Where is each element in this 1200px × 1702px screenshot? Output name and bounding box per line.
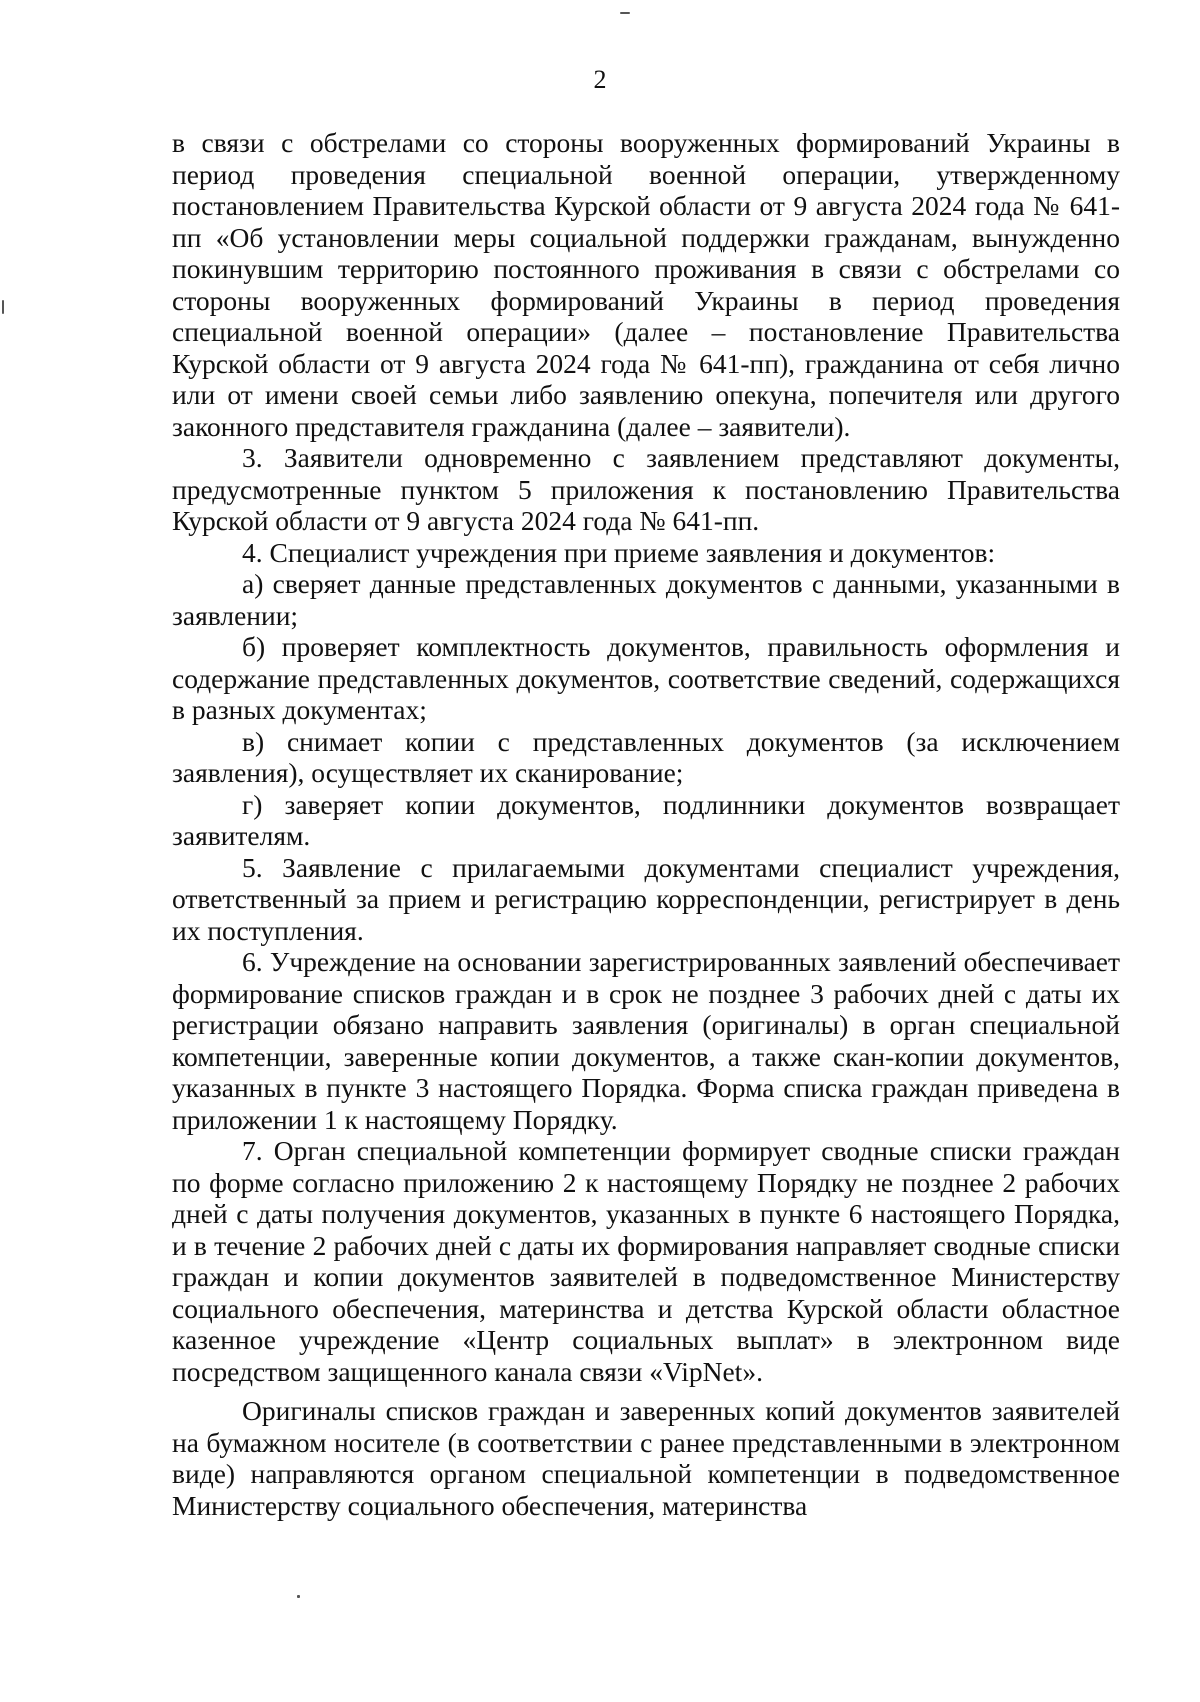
paragraph-item-3: 3. Заявители одновременно с заявлением представляют документы, предусмотренные пунктом 5 приложения к постановлению Правительства Курской области от 9 августа 2024 года № 641-пп. — [172, 442, 1120, 536]
scan-mark-left — [2, 300, 4, 314]
paragraph-item-4b: б) проверяет комплектность документов, правильность оформления и содержание представленных документов, соответствие сведений, содержащихся в разных документах; — [172, 631, 1120, 725]
page-number: 2 — [593, 65, 607, 94]
paragraph-item-4a: а) сверяет данные представленных документов с данными, указанными в заявлении; — [172, 568, 1120, 631]
document-body — [172, 127, 1120, 1521]
paragraph-item-7: 7. Орган специальной компетенции формирует сводные списки граждан по форме согласно приложению 2 к настоящему Порядку не позднее 2 рабочих дней с даты получения документов, указанных в пункте 6 настоящего Порядка, и в течение 2 рабочих дней с даты их формирования направляет сводные списки граждан и копии документов заявителей в подведомственное Министерству социального обеспечения, материнства и детства Курской области областное казенное учреждение «Центр социальных выплат» в электронном виде посредством защищенного канала связи «VipNet». — [172, 1135, 1120, 1387]
paragraph-item-5: 5. Заявление с прилагаемыми документами специалист учреждения, ответственный за прием и регистрацию корреспонденции, регистрирует в день их поступления. — [172, 851, 1120, 946]
paragraph-continuation: в связи с обстрелами со стороны вооруженных формирований Украины в период проведения специальной военной операции, утвержденному постановлением Правительства Курской области от 9 августа 2024 года № 641-пп «Об установлении меры социальной поддержки гражданам, вынужденно покинувшим территорию постоянного проживания в связи с обстрелами со стороны вооруженных формирований Украины в период проведения специальной военной операции» (далее – постановление Правительства Курской области от 9 августа 2024 года № 641-пп), гражданина от себя лично или от имени своей семьи либо заявлению опекуна, попечителя или другого законного представителя гражданина (далее – заявители). — [172, 127, 1120, 442]
paragraph-item-4g: г) заверяет копии документов, подлинники документов возвращает заявителям. — [172, 788, 1120, 851]
scan-mark-bottom — [297, 1595, 300, 1598]
paragraph-item-4v: в) снимает копии с представленных документов (за исключением заявления), осуществляет их сканирование; — [172, 725, 1120, 788]
paragraph-originals: Оригиналы списков граждан и заверенных копий документов заявителей на бумажном носителе (в соответствии с ранее представленными в электронном виде) направляются органом специальной компетенции в подведомственное Министерству социального обеспечения, материнства — [172, 1395, 1120, 1521]
paragraph-item-4: 4. Специалист учреждения при приеме заявления и документов: — [242, 536, 996, 568]
paragraph-item-6: 6. Учреждение на основании зарегистрированных заявлений обеспечивает формирование списков граждан и в срок не позднее 3 рабочих дней с даты их регистрации обязано направить заявления (оригиналы) в орган специальной компетенции, заверенные копии документов, а также скан-копии документов, указанных в пункте 3 настоящего Порядка. Форма списка граждан приведена в приложении 1 к настоящему Порядку. — [172, 946, 1120, 1135]
scan-mark-top — [620, 12, 630, 14]
